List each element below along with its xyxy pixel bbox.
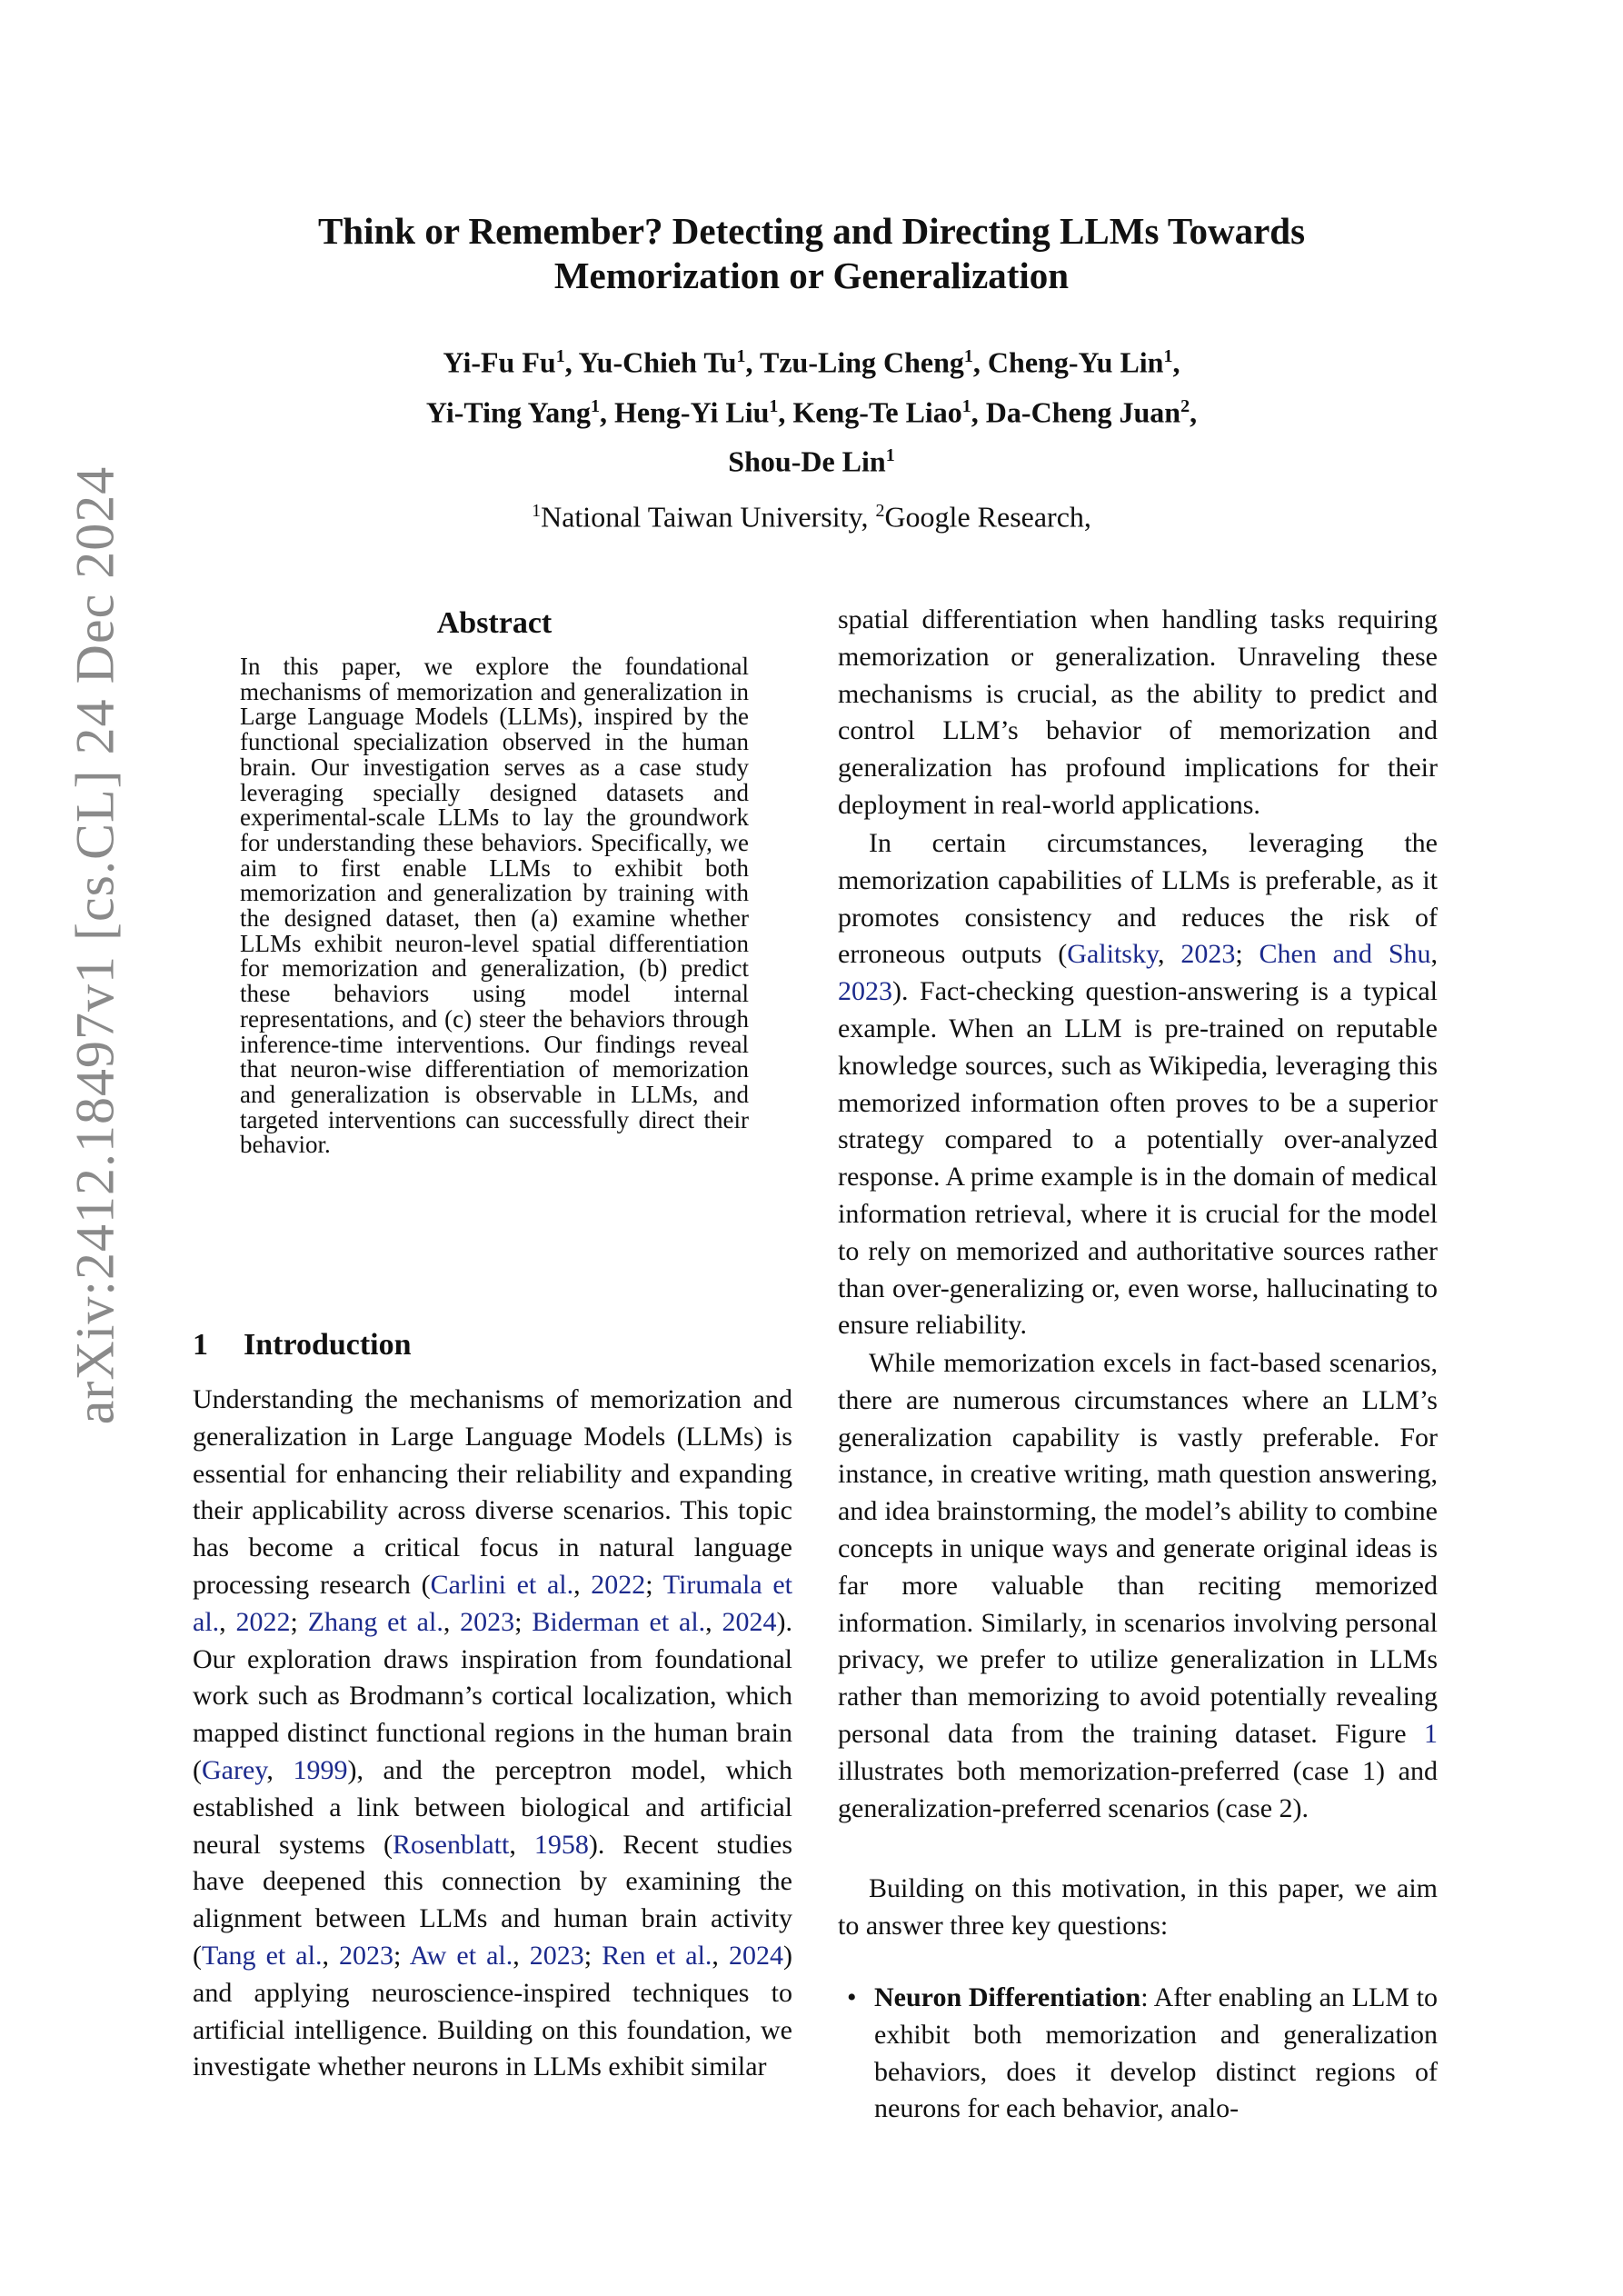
intro-paragraph-1: Understanding the mechanisms of memorization and generalization in Large Language Models (LLMs) is essential for enhancing their reliability and expanding their applicability across diverse scenarios. This topic has become a critical focus in natural language processing research (Carlini et al., 2022; Tirumala et al., 2022; Zhang et al., 2023; Biderman et al., 2024). Our exploration draws inspiration from foundational work such as Brodmann’s cortical localization, which mapped distinct functional regions in the human brain (Garey, 1999), and the perceptron model, which established a link between biological and artificial neural systems (Rosenblatt, 1958). Recent studies have deepened this connection by examining the alignment between LLMs and human brain activity (Tang et al., 2023; Aw et al., 2023; Ren et al., 2024) and applying neuroscience-inspired techniques to artificial intelligence. Building on this foundation, we investigate whether neurons in LLMs exhibit similar	[193, 1384, 792, 2082]
citation-link[interactable]: 2023	[339, 1940, 394, 1971]
author-affiliation-marker: 1	[963, 346, 973, 366]
citation-link[interactable]: Garey	[202, 1754, 267, 1785]
abstract-heading: Abstract	[436, 606, 553, 640]
author-name: Yi-Fu Fu	[443, 345, 556, 379]
citation-link[interactable]: 2023	[460, 1606, 515, 1637]
author-affiliation-marker: 1	[736, 346, 746, 366]
author-affiliation-marker: 1	[885, 445, 895, 466]
citation-link[interactable]: 2022	[235, 1606, 291, 1637]
citation-link[interactable]: 2024	[722, 1606, 777, 1637]
list-item	[847, 1980, 1438, 2128]
citation-link[interactable]: 2023	[529, 1940, 584, 1971]
author-name: Keng-Te Liao	[792, 395, 962, 429]
citation-link[interactable]: 1958	[533, 1829, 589, 1860]
author-name: Tzu-Ling Cheng	[759, 345, 964, 379]
author-name: Yi-Ting Yang	[425, 395, 592, 429]
paper-title	[0, 209, 1623, 298]
list-item-term: Neuron Differentiation	[874, 1982, 1141, 2012]
citation-link[interactable]: Aw et al.	[409, 1940, 513, 1971]
author-list: Yi-Fu Fu$^1$, Yu-Chieh Tu$^1$, Tzu-Ling Cheng$^1$, Cheng-Yu Lin$^1$, Yi-Ting Yang$^1$, Heng-Yi Liu$^1$, Keng-Te Liao$^1$, Da-Cheng Juan$^2$, Shou-De Lin$^1$	[425, 345, 1198, 478]
right-column-paragraph-3: While memorization excels in fact-based scenarios, there are numerous circumstances where an LLM’s generalization capability is vastly preferable. For instance, in creative writing, math question answering, and idea brainstorming, the model’s ability to combine concepts in unique ways and generate original ideas is far more valuable than reciting memorized information. Similarly, in scenarios involving personal privacy, we prefer to utilize generalization in LLMs rather than memorizing to avoid potentially revealing personal data from the training dataset. Figure 1 illustrates both memorization-preferred (case 1) and generalization-preferred scenarios (case 2).	[838, 1348, 1438, 1823]
right-column-paragraph-4: Building on this motivation, in this paper, we aim to answer three key questions:	[838, 1873, 1438, 1941]
citation-link[interactable]: Tirumala et al.	[193, 1569, 792, 1637]
abstract-text: In this paper, we explore the foundational mechanisms of memorization and generalization in Large Language Models (LLMs), inspired by the functional specialization observed in the human brain. Our investigation serves as a case study leveraging specially designed datasets and experimental-scale LLMs to lay the groundwork for understanding these behaviors. Specifically, we aim to first enable LLMs to exhibit both memorization and generalization by training with the designed dataset, then (a) examine whether LLMs exhibit neuron-level spatial differentiation for memorization and generalization, (b) predict these behaviors using model internal representations, and (c) steer the behaviors through inference-time interventions. Our findings reveal that neuron-wise differentiation of memorization and generalization is observable in LLMs, and targeted interventions can successfully direct their behavior.	[240, 653, 749, 1159]
citation-link[interactable]: Tang et al.	[202, 1940, 323, 1971]
citation-link[interactable]: 1	[1424, 1718, 1438, 1749]
section-title: Introduction	[244, 1328, 412, 1362]
citation-link[interactable]: Biderman et al.	[532, 1606, 706, 1637]
author-name: Da-Cheng Juan	[985, 395, 1181, 429]
affiliation-list: $^1$National Taiwan University, $^2$Google Research,	[532, 500, 1091, 534]
affiliation-marker: 1	[532, 501, 542, 521]
author-name: Yu-Chieh Tu	[578, 345, 737, 379]
right-column-paragraph-1: spatial differentiation when handling tasks requiring memorization or generalization. Unraveling these mechanisms is crucial, as the ability to predict and control LLM’s behavior of memorization and generalization has profound implications for their deployment in real-world applications.	[838, 604, 1438, 820]
citation-link[interactable]: 2023	[838, 976, 892, 1007]
arxiv-identifier-stamp: arXiv:2412.18497v1 [cs.CL] 24 Dec 2024	[65, 465, 125, 1425]
citation-link[interactable]: 2024	[728, 1940, 783, 1971]
affiliation-marker: 2	[875, 501, 885, 521]
citation-link[interactable]: Chen and Shu	[1259, 939, 1431, 970]
author-affiliation-marker: 1	[769, 395, 779, 416]
citation-link[interactable]: Rosenblatt	[393, 1829, 510, 1860]
right-column-paragraph-2: In certain circumstances, leveraging the memorization capabilities of LLMs is preferable, as it promotes consistency and reduces the risk of erroneous outputs (Galitsky, 2023; Chen and Shu, 2023). Fact-checking question-answering is a typical example. When an LLM is pre-trained on reputable knowledge sources, such as Wikipedia, leveraging this memorized information often proves to be a superior strategy compared to a potentially over-analyzed response. A prime example is in the domain of medical information retrieval, where it is crucial for the model to rely on memorized and authoritative sources rather than over-generalizing or, even worse, hallucinating to ensure reliability.	[838, 828, 1439, 1341]
citation-link[interactable]: 2023	[1180, 939, 1236, 970]
affiliation-name: National Taiwan University	[541, 500, 861, 534]
author-name: Shou-De Lin	[728, 444, 886, 478]
affiliation-name: Google Research	[884, 500, 1084, 534]
author-affiliation-marker: 1	[591, 395, 601, 416]
paper-title-line-1: Think or Remember? Detecting and Directing LLMs Towards	[317, 210, 1306, 252]
author-affiliation-marker: 1	[555, 346, 565, 366]
author-affiliation-marker: 1	[961, 395, 971, 416]
citation-link[interactable]: Carlini et al.	[430, 1569, 574, 1600]
bullet-icon: •	[847, 1982, 857, 2012]
key-questions-list	[847, 1980, 1438, 2128]
paper-title-line-2: Memorization or Generalization	[553, 255, 1070, 296]
citation-link[interactable]: Galitsky	[1067, 939, 1159, 970]
list-item-text: : After enabling an LLM to exhibit both memorization and generalization behaviors, does it develop distinct regions of neurons for each behavior, analo-	[874, 1982, 1438, 2124]
section-heading-introduction	[193, 1325, 792, 1365]
author-name: Cheng-Yu Lin	[987, 345, 1164, 379]
citation-link[interactable]: 2022	[591, 1569, 646, 1600]
author-affiliation-marker: 2	[1180, 395, 1190, 416]
citation-link[interactable]: 1999	[293, 1754, 348, 1785]
author-name: Heng-Yi Liu	[614, 395, 770, 429]
author-affiliation-marker: 1	[1163, 346, 1173, 366]
citation-link[interactable]: Zhang et al.	[307, 1606, 443, 1637]
section-number: 1	[193, 1328, 208, 1362]
citation-link[interactable]: Ren et al.	[602, 1940, 712, 1971]
